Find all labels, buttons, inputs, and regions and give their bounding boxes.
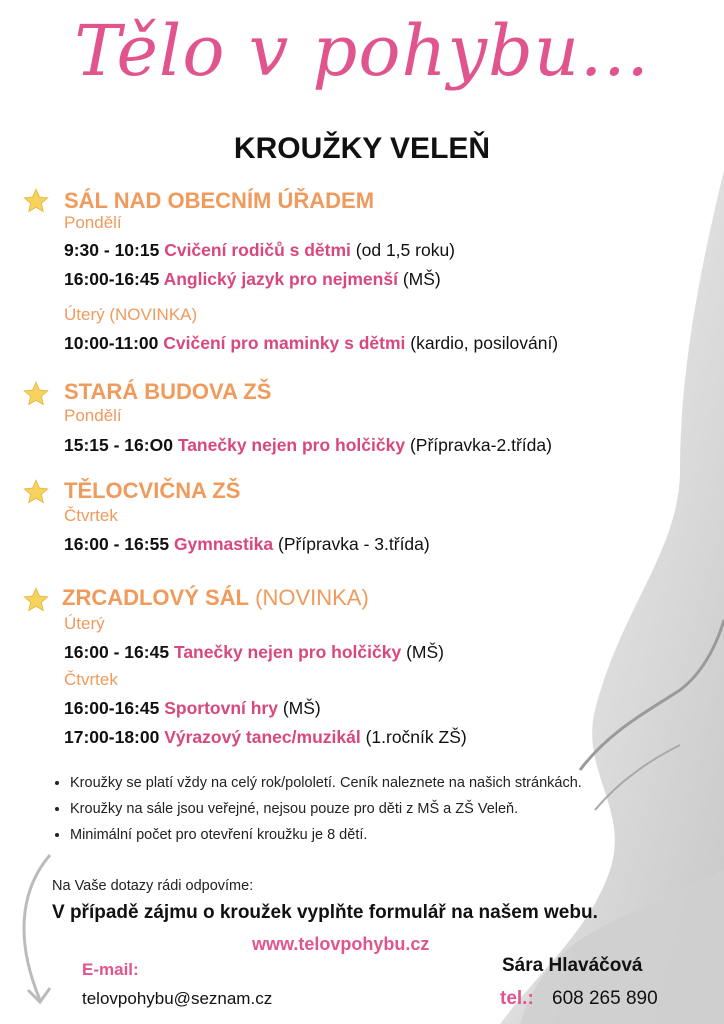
schedule-activity: Cvičení pro maminky s dětmi	[163, 333, 406, 353]
schedule-time: 17:00-18:00	[64, 727, 165, 747]
notes-list	[48, 772, 630, 850]
schedule-row	[64, 269, 441, 290]
schedule-row	[64, 642, 444, 663]
schedule-row	[64, 727, 467, 748]
schedule-row	[64, 534, 430, 555]
schedule-note: (1.ročník ZŠ)	[360, 727, 467, 747]
schedule-time: 16:00-16:45	[64, 269, 164, 289]
note-item: • Minimální počet pro otevření kroužku je 8 dětí.	[70, 824, 630, 846]
phone-label: tel.:	[500, 988, 534, 1009]
schedule-note: (Přípravka - 3.třída)	[273, 534, 430, 554]
schedule-row	[64, 240, 455, 261]
schedule-note: (MŠ)	[397, 269, 441, 289]
page-subtitle: KROUŽKY VELEŇ	[233, 132, 491, 165]
schedule-note: (od 1,5 roku)	[350, 240, 455, 260]
schedule-note: (kardio, posilování)	[405, 333, 559, 353]
schedule-row	[64, 435, 552, 456]
venue-title	[62, 585, 369, 611]
page-title: Tělo v pohybu...	[74, 10, 650, 92]
star-icon	[22, 586, 50, 614]
venue-tag: (NOVINKA)	[249, 585, 369, 610]
curved-arrow-icon	[10, 850, 80, 1020]
call-to-action: V případě zájmu o kroužek vyplňte formulář na našem webu.	[52, 902, 598, 923]
venue-title: STARÁ BUDOVA ZŠ	[64, 379, 272, 404]
phone-number[interactable]: 608 265 890	[552, 988, 658, 1009]
schedule-activity: Tanečky nejen pro holčičky	[173, 642, 402, 662]
contact-name: Sára Hlaváčová	[502, 955, 643, 976]
star-icon	[22, 187, 50, 215]
day-label: Pondělí	[64, 213, 122, 232]
venue-name: ZRCADLOVÝ SÁL	[62, 585, 249, 610]
website-link[interactable]: www.telovpohybu.cz	[252, 934, 430, 954]
venue-title: TĚLOCVIČNA ZŠ	[64, 478, 241, 503]
schedule-activity: Gymnastika	[173, 534, 274, 554]
day-label: Úterý	[64, 614, 105, 633]
schedule-time: 9:30 - 10:15	[64, 240, 165, 260]
schedule-activity: Anglický jazyk pro nejmenší	[163, 269, 398, 289]
schedule-time: 16:00 - 16:45	[64, 642, 174, 662]
contact-intro: Na Vaše dotazy rádi odpovíme:	[52, 878, 254, 894]
day-label: Pondělí	[64, 406, 122, 425]
schedule-activity: Cvičení rodičů s dětmi	[164, 240, 351, 260]
day-label: Úterý (NOVINKA)	[64, 305, 198, 324]
venue-title: SÁL NAD OBECNÍM ÚŘADEM	[64, 188, 375, 213]
schedule-note: (MŠ)	[277, 698, 321, 718]
star-icon	[22, 380, 50, 408]
schedule-activity: Výrazový tanec/muzikál	[164, 727, 361, 747]
day-label: Čtvrtek	[64, 506, 118, 525]
star-icon	[22, 478, 50, 506]
schedule-row	[64, 333, 558, 354]
schedule-time: 16:00 - 16:55	[64, 534, 174, 554]
dancer-photo	[380, 170, 724, 1024]
schedule-row	[64, 698, 321, 719]
note-item: • Kroužky se platí vždy na celý rok/pololetí. Ceník naleznete na našich stránkách.	[70, 772, 630, 794]
schedule-activity: Sportovní hry	[164, 698, 278, 718]
schedule-time: 10:00-11:00	[64, 333, 164, 353]
email-link[interactable]: telovpohybu@seznam.cz	[82, 989, 273, 1008]
schedule-activity: Tanečky nejen pro holčičky	[177, 435, 406, 455]
schedule-note: (MŠ)	[401, 642, 444, 662]
schedule-note: (Přípravka-2.třída)	[405, 435, 552, 455]
schedule-time: 16:00-16:45	[64, 698, 165, 718]
schedule-time: 15:15 - 16:O0	[64, 435, 178, 455]
day-label: Čtvrtek	[64, 670, 118, 689]
email-label: E-mail:	[82, 960, 139, 979]
note-item: • Kroužky na sále jsou veřejné, nejsou pouze pro děti z MŠ a ZŠ Veleň.	[70, 798, 630, 820]
